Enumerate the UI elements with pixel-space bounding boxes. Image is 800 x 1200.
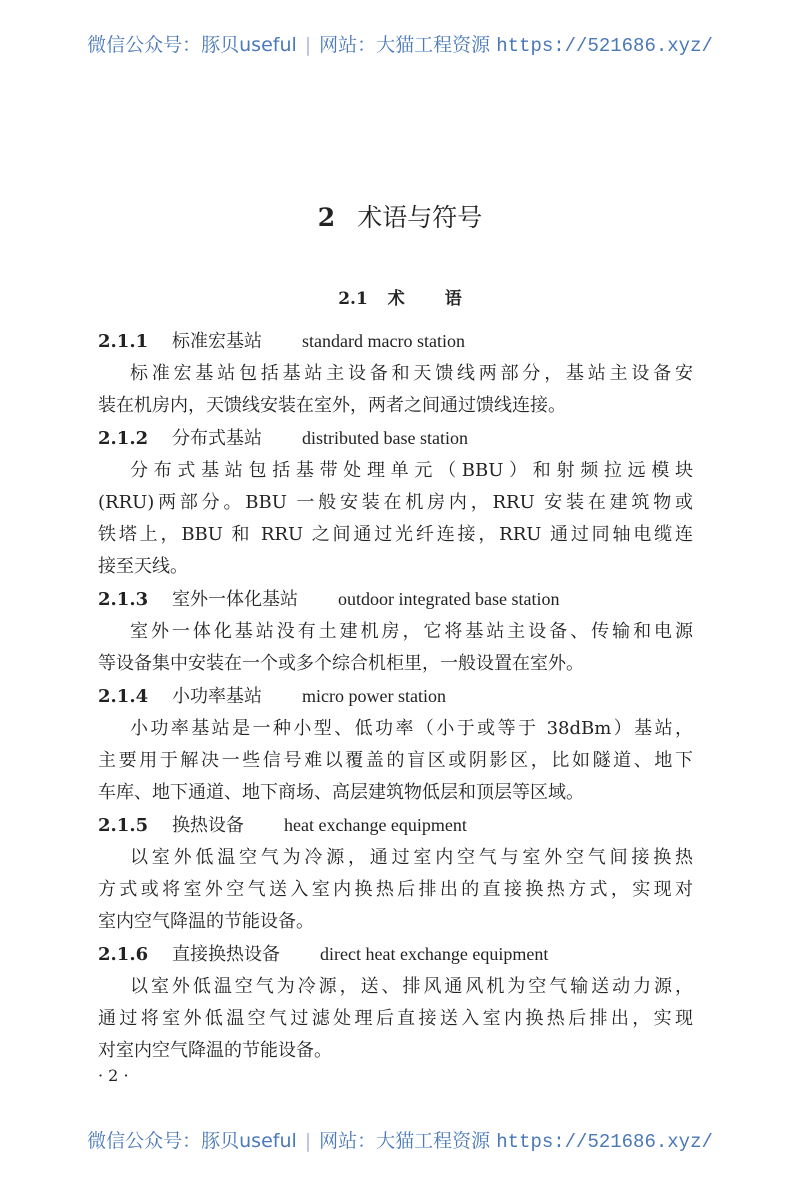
term-heading <box>98 680 693 713</box>
watermark-url: https://521686.xyz/ <box>496 35 713 57</box>
term-entry <box>98 680 693 809</box>
definition-line: 标准宏基站包括基站主设备和天馈线两部分，基站主设备安 <box>130 363 693 384</box>
term-chinese: 直接换热设备 <box>172 944 280 965</box>
definition-line: 以室外低温空气为冷源，通过室内空气与室外空气间接换热 <box>130 847 693 868</box>
term-number: 2.1.1 <box>98 331 149 352</box>
term-heading <box>98 938 693 971</box>
term-english: direct heat exchange equipment <box>320 944 549 964</box>
term-english: micro power station <box>302 686 446 706</box>
term-heading <box>98 809 693 842</box>
term-chinese: 标准宏基站 <box>172 331 262 352</box>
watermark-top <box>0 30 800 57</box>
term-chinese: 换热设备 <box>172 815 244 836</box>
term-chinese: 小功率基站 <box>172 686 262 707</box>
watermark-separator: | <box>304 1130 312 1152</box>
page-number: · 2 · <box>98 1066 129 1085</box>
definition-line: 主要用于解决一些信号难以覆盖的盲区或阴影区，比如隧道、地下 <box>98 750 693 771</box>
term-number: 2.1.2 <box>98 428 149 449</box>
definition-line: 车库、地下通道、地下商场、高层建筑物低层和顶层等区域。 <box>98 782 584 803</box>
definition-line: 分布式基站包括基带处理单元（BBU）和射频拉远模块 <box>130 460 693 481</box>
watermark-bottom <box>0 1126 800 1153</box>
term-chinese: 室外一体化基站 <box>172 589 298 610</box>
term-number: 2.1.4 <box>98 686 149 707</box>
definition-line: 小功率基站是一种小型、低功率（小于或等于 38dBm）基站， <box>130 718 693 739</box>
watermark-url: https://521686.xyz/ <box>496 1131 713 1153</box>
definition-line: 通过将室外低温空气过滤处理后直接送入室内换热后排出，实现 <box>98 1008 693 1029</box>
section-number: 2.1 <box>338 289 368 309</box>
term-english: distributed base station <box>302 428 468 448</box>
section-title-a: 术 <box>387 289 405 309</box>
chapter-heading <box>0 198 800 234</box>
term-number: 2.1.3 <box>98 589 149 610</box>
term-number: 2.1.6 <box>98 944 149 965</box>
term-entry <box>98 422 693 583</box>
term-entry <box>98 938 693 1067</box>
section-heading <box>0 284 800 309</box>
definition-line: 装在机房内，天馈线安装在室外，两者之间通过馈线连接。 <box>98 395 566 416</box>
definition-line: (RRU)两部分。BBU 一般安装在机房内，RRU 安装在建筑物或 <box>98 492 693 513</box>
watermark-site: 网站：大猫工程资源 <box>319 34 491 56</box>
term-entry <box>98 325 693 422</box>
term-heading <box>98 422 693 455</box>
term-entry <box>98 809 693 938</box>
term-heading <box>98 583 693 616</box>
definition-line: 铁塔上，BBU 和 RRU 之间通过光纤连接，RRU 通过同轴电缆连 <box>98 524 693 545</box>
watermark-wechat: 微信公众号：豚贝useful <box>87 1130 297 1152</box>
definition-line: 以室外低温空气为冷源，送、排风通风机为空气输送动力源， <box>130 976 693 997</box>
watermark-site: 网站：大猫工程资源 <box>319 1130 491 1152</box>
term-entry <box>98 583 693 680</box>
term-english: outdoor integrated base station <box>338 589 560 609</box>
term-number: 2.1.5 <box>98 815 149 836</box>
watermark-wechat: 微信公众号：豚贝useful <box>87 34 297 56</box>
term-english: heat exchange equipment <box>284 815 467 835</box>
term-chinese: 分布式基站 <box>172 428 262 449</box>
chapter-number: 2 <box>317 203 336 232</box>
term-heading <box>98 325 693 358</box>
chapter-title: 术语与符号 <box>357 203 483 232</box>
watermark-separator: | <box>304 34 312 56</box>
section-title-b: 语 <box>444 289 462 309</box>
terms-body <box>98 325 693 1067</box>
definition-line: 对室内空气降温的节能设备。 <box>98 1040 332 1061</box>
definition-line: 方式或将室外空气送入室内换热后排出的直接换热方式，实现对 <box>98 879 693 900</box>
definition-line: 室内空气降温的节能设备。 <box>98 911 314 932</box>
definition-line: 室外一体化基站没有土建机房，它将基站主设备、传输和电源 <box>130 621 693 642</box>
definition-line: 等设备集中安装在一个或多个综合机柜里，一般设置在室外。 <box>98 653 584 674</box>
term-english: standard macro station <box>302 331 465 351</box>
definition-line: 接至天线。 <box>98 556 188 577</box>
